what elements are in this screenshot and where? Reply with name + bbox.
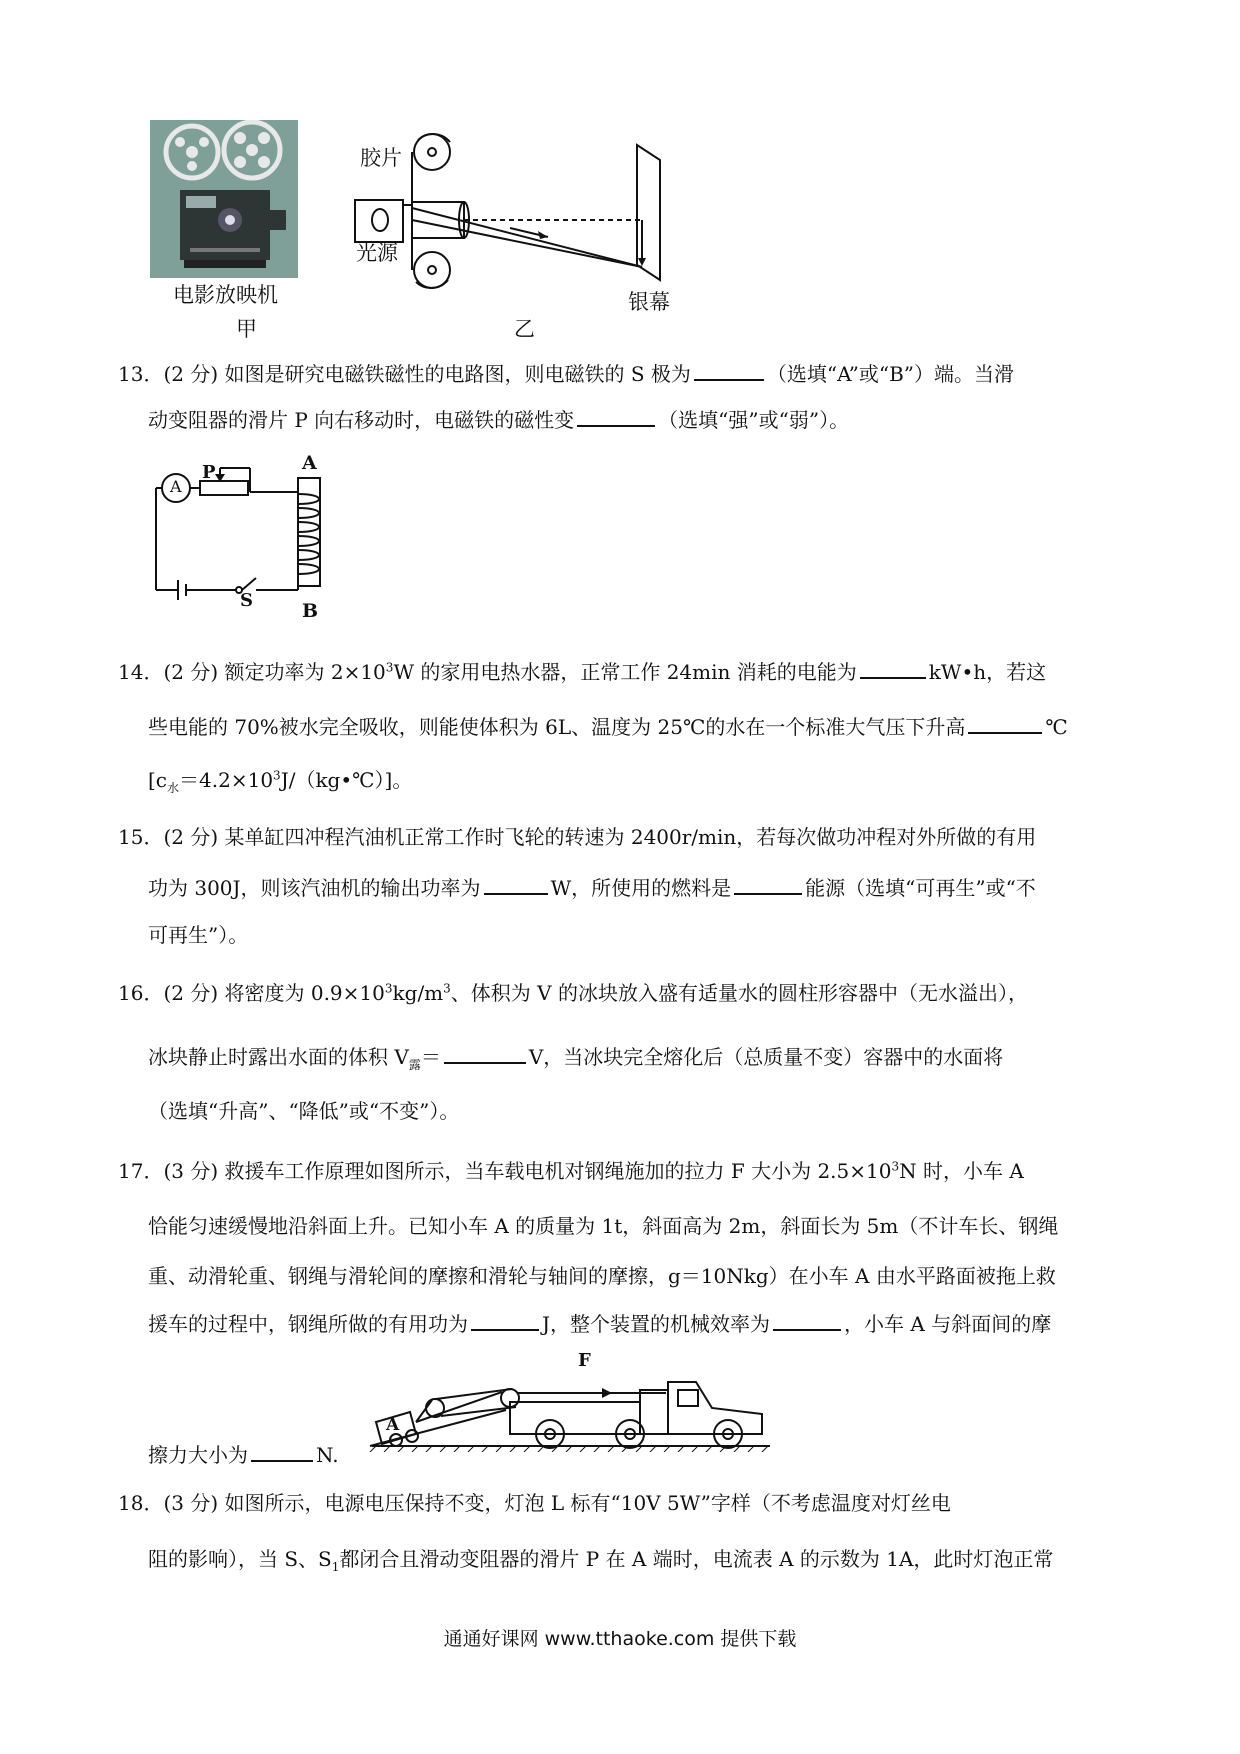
q15-line2: 功为 300J，则该汽油机的输出功率为 W，所使用的燃料是 能源（选填“可再生”或“不 <box>148 873 1036 902</box>
q15-blank-2[interactable] <box>734 873 802 895</box>
q17-line1: 17．(3 分) 救援车工作原理如图所示，当车载电机对钢绳施加的拉力 F 大小为 $2.5\times 10^3N$ 时，小车 A <box>118 1159 1024 1183</box>
q16-line2: 冰块静止时露出水面的体积 $V_露= V$，当冰块完全熔化后（总质量不变）容器中的水面将 <box>148 1042 1003 1071</box>
q16-line1: 16．(2 分) 将密度为 $0.9\times 10^3kg/m^3$、体积为 V 的冰块放入盛有适量水的圆柱形容器中（无水溢出）， <box>118 981 1028 1005</box>
fig12-label-yi: 乙 <box>514 317 535 341</box>
q13-fig-ammeter-label: A <box>170 477 182 496</box>
q16-line3: （选填“升高”、“降低”或“不变”）。 <box>148 1099 460 1123</box>
q18-line2: 阻的影响），当 S、$S_1$都闭合且滑动变阻器的滑片 P 在 A 端时，电流表 A 的示数为 1A，此时灯泡正常 <box>148 1547 1054 1574</box>
fig12-label-projector: 电影放映机 <box>173 283 278 307</box>
q17-blank-3[interactable] <box>251 1440 313 1462</box>
q13-blank-2[interactable] <box>577 405 655 427</box>
q13-fig-P-label: P <box>202 462 216 483</box>
rescue-truck-diagram <box>366 1352 776 1452</box>
fig12-label-light: 光源 <box>356 241 398 265</box>
fig12-label-screen: 银幕 <box>628 290 670 314</box>
q13-line2: 动变阻器的滑片 P 向右移动时，电磁铁的磁性变 （选填“强”或“弱”）。 <box>148 405 849 434</box>
q16-blank-1[interactable] <box>444 1042 526 1064</box>
q18-line1: 18．(3 分) 如图所示，电源电压保持不变，灯泡 L 标有“10V 5W”字样（不考虑温度对灯丝电 <box>118 1491 951 1515</box>
q14-line1: 14．(2 分) 额定功率为 $2\times 10^3W$ 的家用电热水器，正常工作 24min 消耗的电能为 kW•h，若这 <box>118 657 1046 686</box>
q13-blank-1[interactable] <box>694 359 764 381</box>
q17-fig-F-label: F <box>578 1350 591 1371</box>
projector-photo <box>150 120 298 278</box>
q17-line2: 恰能匀速缓慢地沿斜面上升。已知小车 A 的质量为 1t，斜面高为 2m，斜面长为 5m（不计车长、钢绳 <box>148 1214 1059 1238</box>
q13-fig-A-label: A <box>302 452 317 474</box>
q15-blank-1[interactable] <box>484 873 548 895</box>
q17-line4: 援车的过程中，钢绳所做的有用功为 J，整个装置的机械效率为 ，小车 A 与斜面间的摩 <box>148 1309 1051 1338</box>
q17-blank-1[interactable] <box>471 1309 539 1331</box>
q17-fig-A-label: A <box>386 1415 400 1435</box>
q13-fig-S-label: S <box>240 590 253 611</box>
fig12-label-jia: 甲 <box>236 317 257 341</box>
q15-line3: 可再生”）。 <box>148 923 249 947</box>
page-footer: 通通好课网 www.tthaoke.com 提供下载 <box>443 1628 797 1650</box>
q15-line1: 15．(2 分) 某单缸四冲程汽油机正常工作时飞轮的转速为 2400r/min，若每次做功冲程对外所做的有用 <box>118 825 1037 849</box>
fig12-label-film: 胶片 <box>360 146 402 170</box>
q14-blank-1[interactable] <box>860 657 926 679</box>
q17-blank-2[interactable] <box>773 1309 841 1331</box>
q17-line3: 重、动滑轮重、钢绳与滑轮间的摩擦和滑轮与轴间的摩擦，g＝10Nkg）在小车 A 由水平路面被拖上救 <box>148 1264 1056 1288</box>
q17-line5: 擦力大小为 N. <box>148 1440 339 1469</box>
q13-fig-B-label: B <box>302 600 319 622</box>
projector-illustration <box>150 120 298 278</box>
q14-blank-2[interactable] <box>968 712 1042 734</box>
q14-line3: $[c_水=4.2\times 10^3J/(kg•℃)]$。 <box>148 768 413 795</box>
q14-line2: 些电能的 70%被水完全吸收，则能使体积为 6L、温度为 25℃的水在一个标准大气压下升高 ℃ <box>148 712 1068 741</box>
q13-line1: 13．(2 分) 如图是研究电磁铁磁性的电路图，则电磁铁的 S 极为 （选填“A”或“B”）端。当滑 <box>118 359 1014 388</box>
